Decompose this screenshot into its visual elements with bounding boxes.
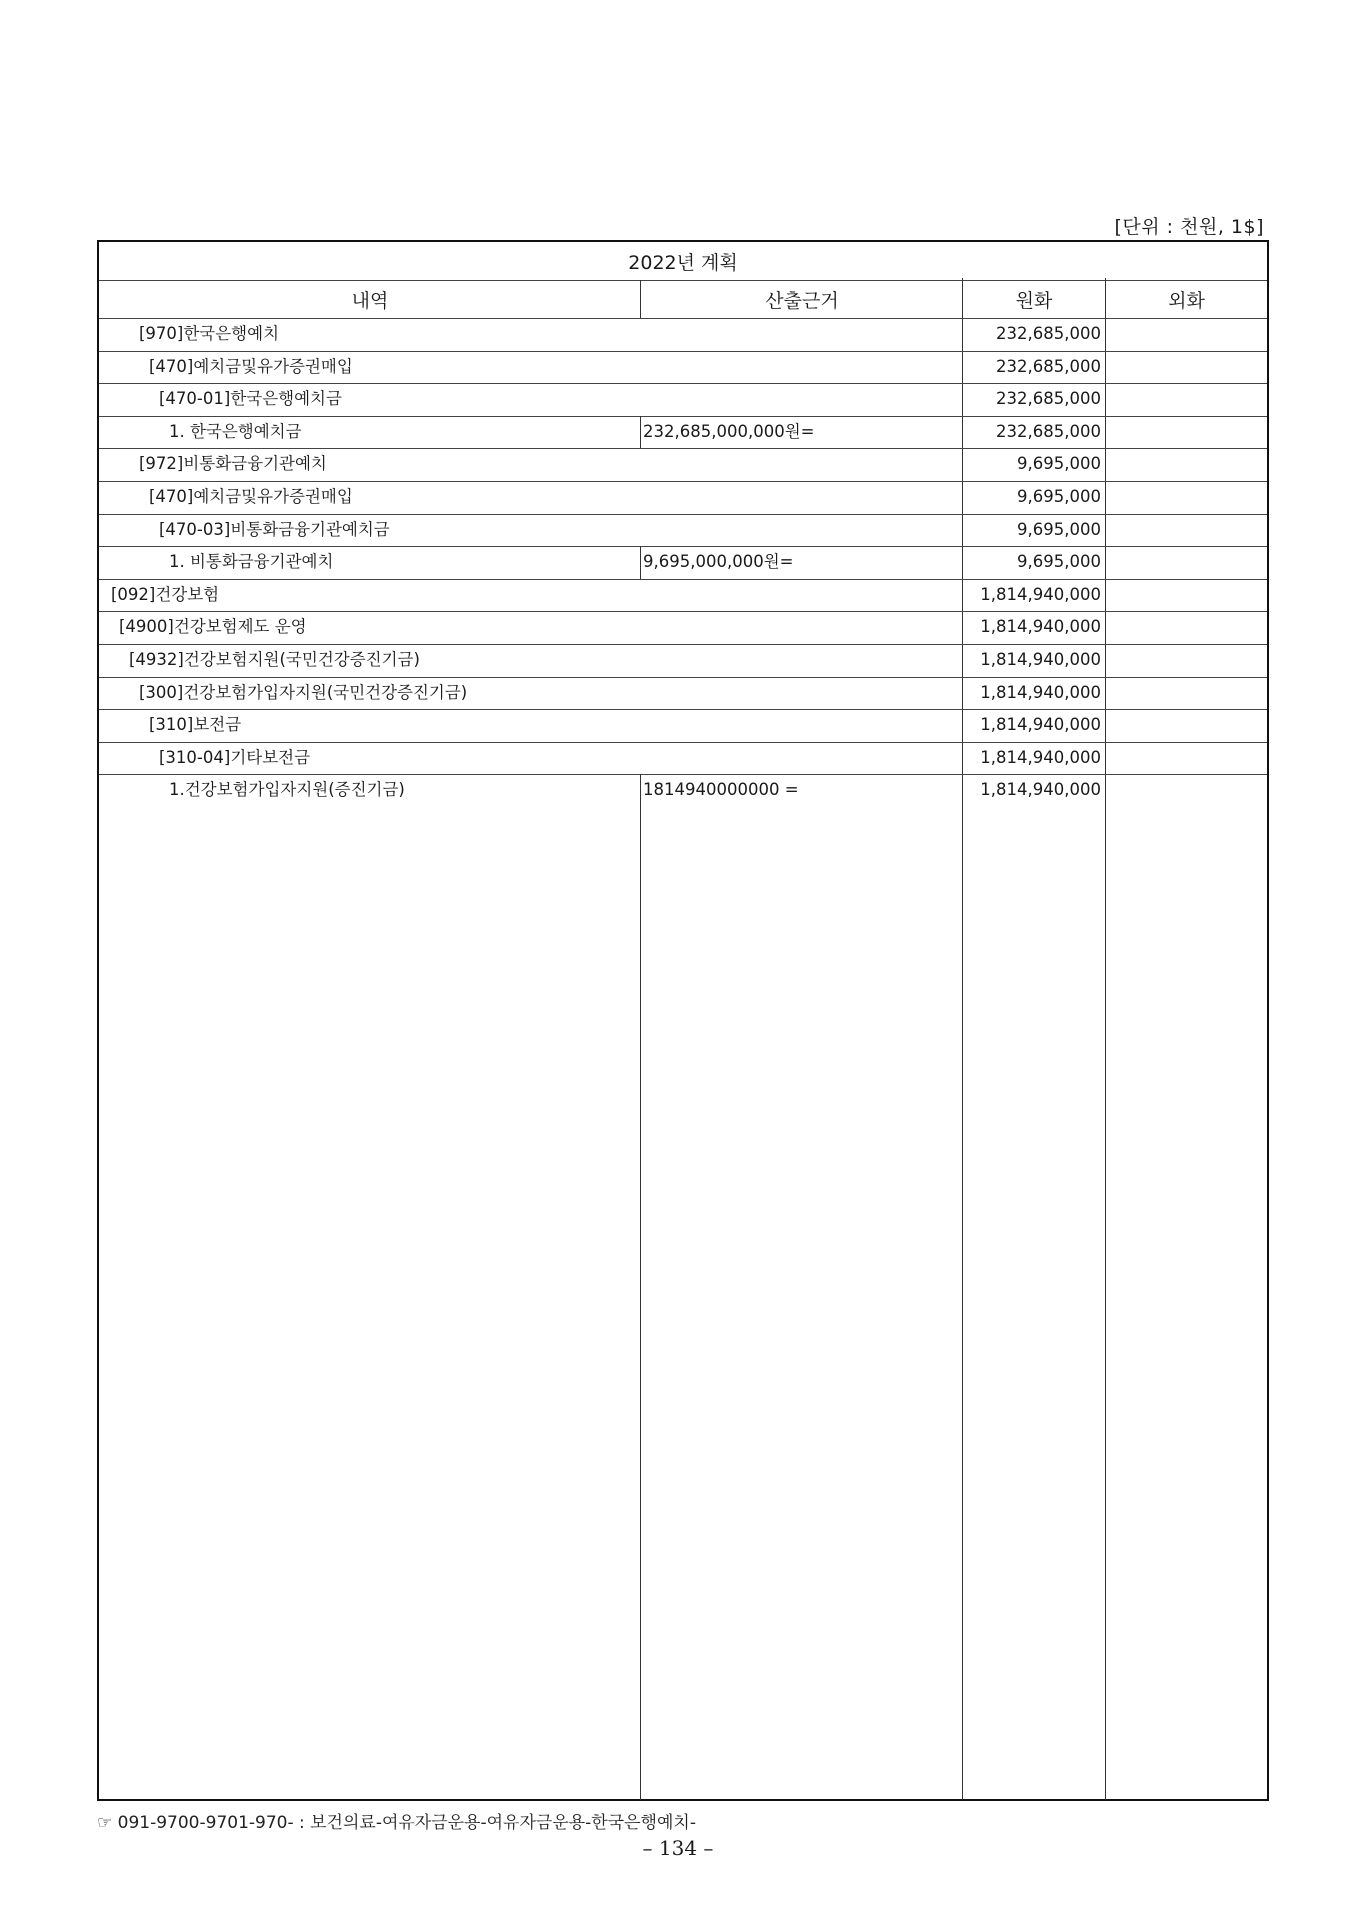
unit-label: [단위 : 천원, 1$]	[1114, 216, 1264, 238]
row-krw: 232,685,000	[996, 356, 1101, 376]
table-row	[99, 709, 1267, 742]
row-desc: [092]건강보험	[111, 584, 220, 604]
row-divider	[99, 448, 1267, 449]
row-krw: 9,695,000	[1017, 486, 1101, 506]
table-row	[99, 416, 1267, 449]
table-row	[99, 318, 1267, 351]
table-row	[99, 514, 1267, 547]
page-number: – 134 –	[642, 1836, 714, 1860]
row-divider	[99, 644, 1267, 645]
row-desc: [310]보전금	[149, 715, 242, 735]
row-calc: 9,695,000,000원=	[643, 552, 794, 572]
table-row	[99, 351, 1267, 384]
column-divider-calc	[640, 416, 641, 449]
row-divider	[99, 514, 1267, 515]
row-divider	[99, 677, 1267, 678]
table-row	[99, 546, 1267, 579]
row-divider	[99, 742, 1267, 743]
table-row	[99, 774, 1267, 807]
table-row	[99, 742, 1267, 775]
row-krw: 232,685,000	[996, 389, 1101, 409]
table-row	[99, 383, 1267, 416]
row-calc: 232,685,000,000원=	[643, 421, 815, 441]
row-desc: [972]비통화금융기관예치	[139, 454, 327, 474]
row-desc: 1. 비통화금융기관예치	[169, 552, 334, 572]
row-desc: 1.건강보험가입자지원(증진기금)	[169, 780, 405, 800]
row-calc: 1814940000000 =	[643, 780, 799, 800]
row-desc: [470]예치금및유가증권매입	[149, 356, 353, 376]
header-krw: 원화	[1015, 290, 1053, 312]
table-body	[99, 318, 1267, 807]
row-divider	[99, 351, 1267, 352]
table-row	[99, 644, 1267, 677]
row-krw: 232,685,000	[996, 324, 1101, 343]
row-divider	[99, 416, 1267, 417]
row-krw: 1,814,940,000	[980, 649, 1101, 669]
row-krw: 9,695,000	[1017, 552, 1101, 572]
footer-reference: ☞ 091-9700-9701-970- : 보건의료-여유자금운용-여유자금운용-한국은행예치-	[97, 1813, 696, 1833]
row-divider	[99, 611, 1267, 612]
row-desc: [300]건강보험가입자지원(국민건강증진기금)	[139, 682, 468, 702]
header-fx: 외화	[1168, 290, 1205, 312]
row-krw: 9,695,000	[1017, 519, 1101, 539]
table-row	[99, 579, 1267, 612]
column-divider-calc	[640, 546, 641, 579]
row-desc: [470]예치금및유가증권매입	[149, 486, 353, 506]
row-desc: [310-04]기타보전금	[159, 747, 311, 767]
row-krw: 1,814,940,000	[980, 780, 1101, 800]
row-krw: 1,814,940,000	[980, 584, 1101, 604]
row-divider	[99, 774, 1267, 775]
table-row	[99, 677, 1267, 710]
row-divider	[99, 579, 1267, 580]
header-desc: 내역	[351, 290, 389, 312]
header-calc: 산출근거	[765, 290, 839, 312]
row-desc: [4932]건강보험지원(국민건강증진기금)	[129, 649, 420, 669]
row-krw: 232,685,000	[996, 421, 1101, 441]
row-krw: 1,814,940,000	[980, 617, 1101, 637]
row-desc: 1. 한국은행예치금	[169, 421, 302, 441]
row-desc: [4900]건강보험제도 운영	[119, 617, 307, 637]
row-krw: 1,814,940,000	[980, 715, 1101, 735]
row-desc: [470-01]한국은행예치금	[159, 389, 342, 409]
row-desc: [970]한국은행예치	[139, 324, 280, 343]
table-title: 2022년 계획	[628, 251, 738, 274]
table-row	[99, 611, 1267, 644]
row-desc: [470-03]비통화금융기관예치금	[159, 519, 390, 539]
row-divider	[99, 546, 1267, 547]
column-divider-calc	[640, 774, 641, 1800]
row-krw: 1,814,940,000	[980, 682, 1101, 702]
table-row	[99, 448, 1267, 481]
row-divider	[99, 481, 1267, 482]
row-divider	[99, 383, 1267, 384]
column-divider-calc-header	[640, 280, 641, 318]
row-krw: 1,814,940,000	[980, 747, 1101, 767]
table-row	[99, 481, 1267, 514]
row-krw: 9,695,000	[1017, 454, 1101, 474]
row-divider	[99, 709, 1267, 710]
